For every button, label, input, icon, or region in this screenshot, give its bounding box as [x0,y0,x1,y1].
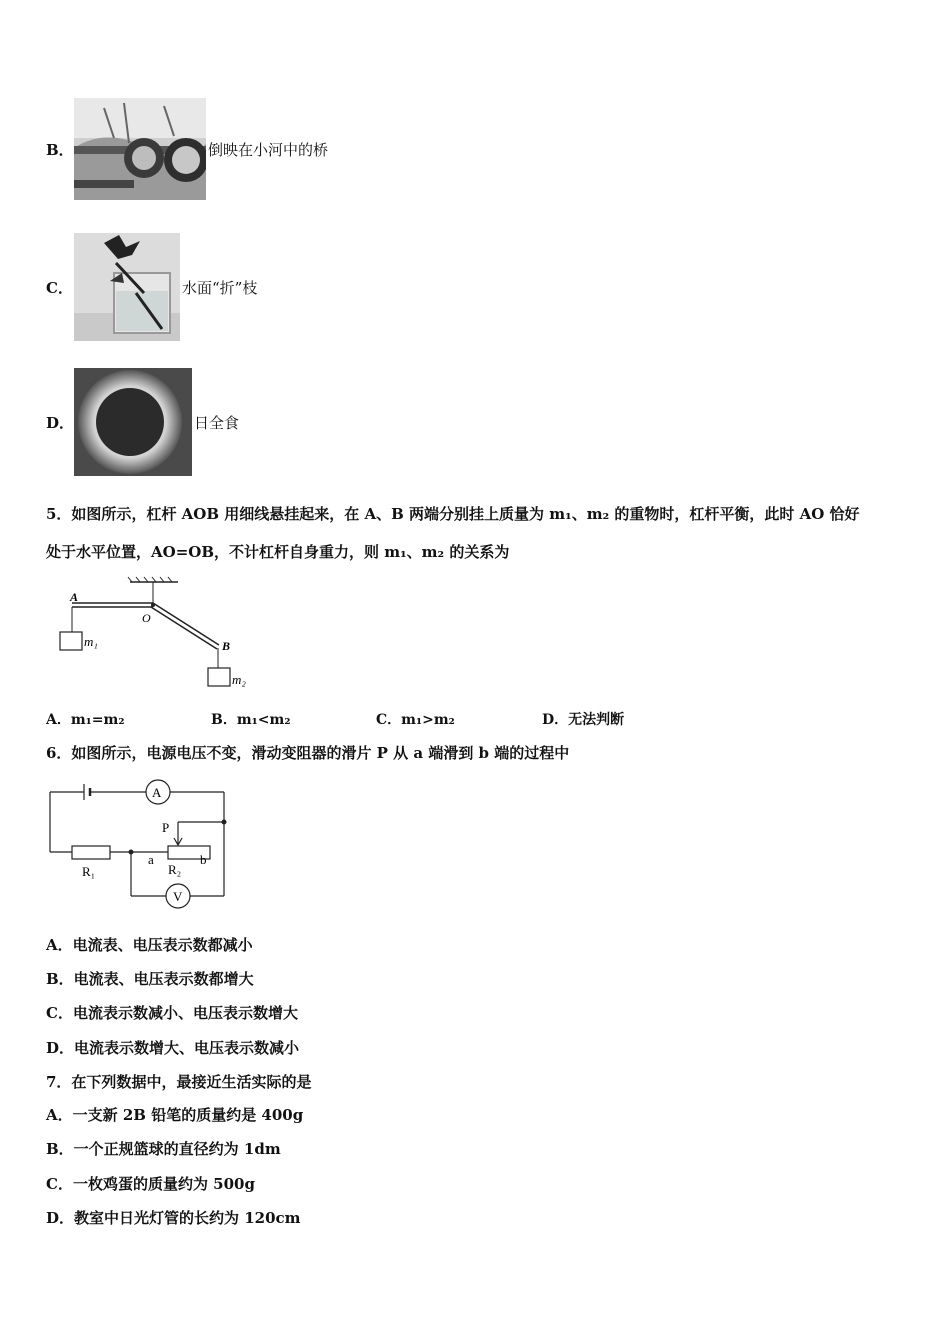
ammeter-label: A [152,785,162,800]
q7-option-a: A．一支新 2B 铅笔的质量约是 400g [46,1106,304,1124]
option-label: D． [46,413,75,432]
option-text: 倒映在小河中的桥 [208,140,329,159]
q4-option-c [46,233,257,341]
flower-in-glass-photo [74,233,180,341]
option-label: C． [46,278,73,297]
bridge-reflection-photo [74,98,206,200]
option-text: 日全食 [194,413,240,432]
q7-option-c: C．一枚鸡蛋的质量约为 500g [46,1175,255,1193]
q4-option-d [46,368,239,476]
label-B: B [222,639,231,653]
q6-option-a: A．电流表、电压表示数都减小 [46,936,253,954]
r2-label: R₂ [168,862,182,877]
q6-option-d: D．电流表示数增大、电压表示数减小 [46,1039,300,1057]
label-A: A [70,590,79,604]
solar-eclipse-photo [74,368,192,476]
q7-stem: 7．在下列数据中，最接近生活实际的是 [46,1073,312,1091]
circuit-diagram [44,778,234,913]
slider-label: P [162,820,170,835]
q5-option-d: D．无法判断 [542,712,625,728]
q4-option-b [46,98,328,200]
q7-option-b: B．一个正规篮球的直径约为 1dm [46,1140,281,1158]
q5-option-a: A．m₁=m₂ [46,712,125,728]
label-O: O [142,611,151,625]
label-m1: m₁ [84,634,98,649]
b-label: b [200,852,207,867]
option-label: B． [46,140,74,159]
q6-option-c: C．电流表示数减小、电压表示数增大 [46,1004,298,1022]
r1-label: R₁ [82,864,96,879]
q6-option-b: B．电流表、电压表示数都增大 [46,970,254,988]
q5-stem-line1: 5．如图所示，杠杆 AOB 用细线悬挂起来，在 A、B 两端分别挂上质量为 m₁、m₂ 的重物时，杠杆平衡，此时 AO 恰好 [46,505,860,523]
q6-stem: 6．如图所示，电源电压不变，滑动变阻器的滑片 P 从 a 端滑到 b 端的过程中 [46,744,570,762]
label-m2: m₂ [232,672,246,687]
q7-option-d: D．教室中日光灯管的长约为 120cm [46,1209,301,1227]
lever-diagram [52,576,262,694]
q5-option-c: C．m₁>m₂ [376,712,455,728]
a-label: a [148,852,154,867]
q5-option-b: B．m₁<m₂ [211,712,291,728]
voltmeter-label: V [173,889,183,904]
q5-stem-line2: 处于水平位置，AO=OB，不计杠杆自身重力，则 m₁、m₂ 的关系为 [46,543,510,561]
option-text: 水面“折”枝 [182,278,258,297]
